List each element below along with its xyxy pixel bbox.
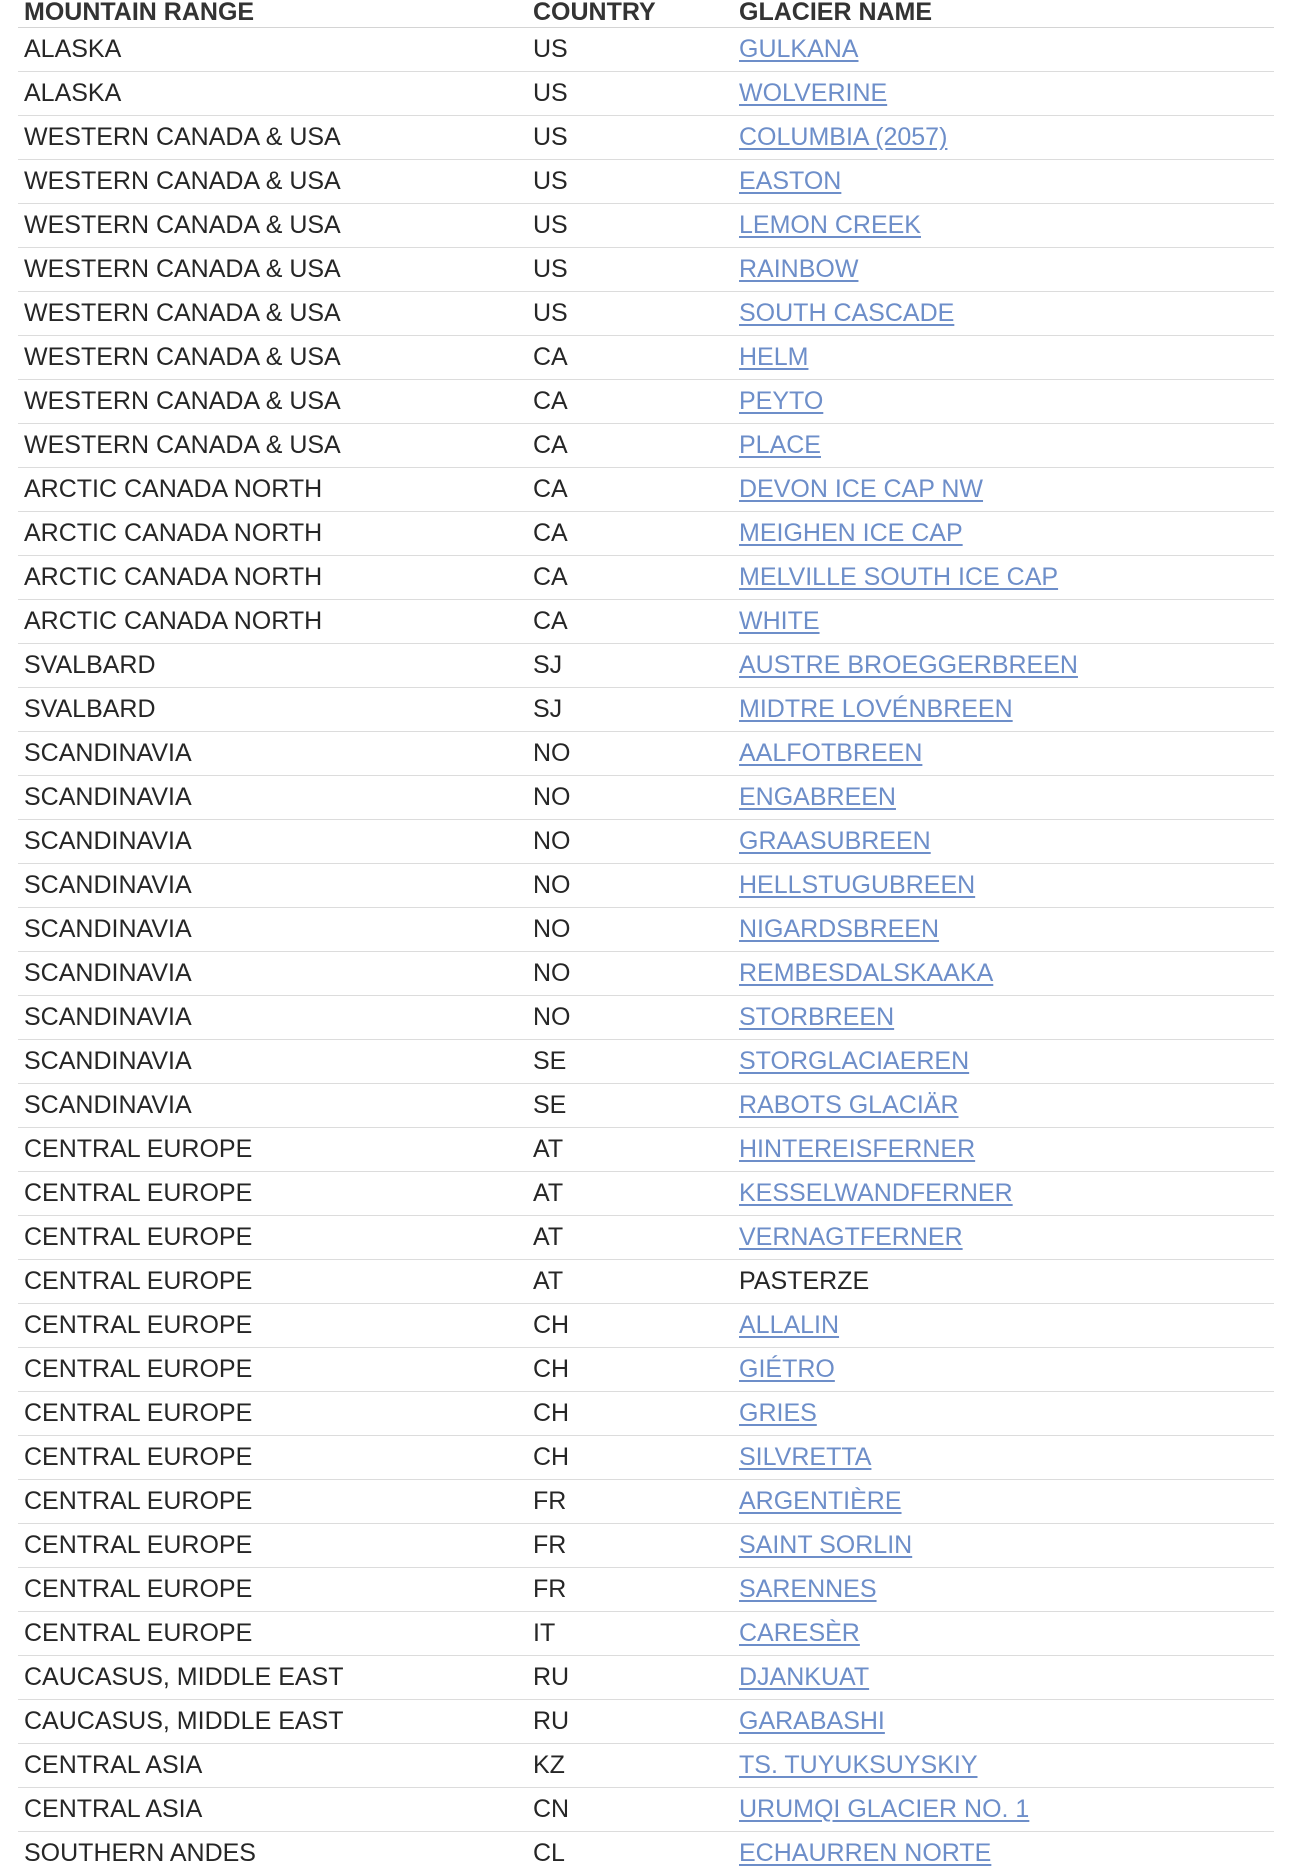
glacier-name-cell bbox=[733, 336, 1274, 380]
table-row bbox=[18, 72, 1274, 116]
mountain-range-cell: ARCTIC CANADA NORTH bbox=[18, 468, 527, 512]
mountain-range-cell: CENTRAL ASIA bbox=[18, 1744, 527, 1788]
table-row bbox=[18, 688, 1274, 732]
mountain-range-cell: WESTERN CANADA & USA bbox=[18, 424, 527, 468]
country-cell: CA bbox=[527, 600, 733, 644]
glacier-link[interactable]: DEVON ICE CAP NW bbox=[739, 475, 984, 503]
glacier-name-cell bbox=[733, 72, 1274, 116]
mountain-range-cell: CENTRAL EUROPE bbox=[18, 1392, 527, 1436]
mountain-range-cell: CENTRAL EUROPE bbox=[18, 1480, 527, 1524]
mountain-range-cell: SCANDINAVIA bbox=[18, 952, 527, 996]
country-cell: US bbox=[527, 248, 733, 292]
country-cell: CN bbox=[527, 1788, 733, 1832]
table-row bbox=[18, 1788, 1274, 1832]
mountain-range-cell: CENTRAL EUROPE bbox=[18, 1216, 527, 1260]
table-row bbox=[18, 820, 1274, 864]
glacier-link[interactable]: HINTEREISFERNER bbox=[739, 1135, 976, 1163]
table-row bbox=[18, 600, 1274, 644]
glacier-name-cell bbox=[733, 1568, 1274, 1612]
glacier-name-cell bbox=[733, 116, 1274, 160]
country-cell: CA bbox=[527, 468, 733, 512]
glacier-link[interactable]: GARABASHI bbox=[739, 1707, 885, 1735]
glacier-name-cell bbox=[733, 380, 1274, 424]
country-cell: CA bbox=[527, 556, 733, 600]
table-row bbox=[18, 1172, 1274, 1216]
glacier-name-cell bbox=[733, 1612, 1274, 1656]
table-row bbox=[18, 1084, 1274, 1128]
glacier-link[interactable]: SARENNES bbox=[739, 1575, 877, 1603]
glacier-link[interactable]: HELM bbox=[739, 343, 809, 371]
table-row bbox=[18, 468, 1274, 512]
country-cell: SE bbox=[527, 1084, 733, 1128]
table-row bbox=[18, 1700, 1274, 1744]
mountain-range-cell: SOUTHERN ANDES bbox=[18, 1832, 527, 1874]
table-row bbox=[18, 248, 1274, 292]
glacier-name-cell bbox=[733, 1788, 1274, 1832]
country-cell: SJ bbox=[527, 644, 733, 688]
glacier-link[interactable]: HELLSTUGUBREEN bbox=[739, 871, 976, 899]
table-header-row bbox=[18, 0, 1274, 28]
table-row bbox=[18, 1656, 1274, 1700]
glacier-name-cell bbox=[733, 1832, 1274, 1874]
mountain-range-cell: WESTERN CANADA & USA bbox=[18, 160, 527, 204]
glacier-name-cell bbox=[733, 864, 1274, 908]
glacier-link[interactable]: VERNAGTFERNER bbox=[739, 1223, 963, 1251]
mountain-range-cell: CENTRAL ASIA bbox=[18, 1788, 527, 1832]
country-cell: US bbox=[527, 116, 733, 160]
table-row bbox=[18, 292, 1274, 336]
table-row bbox=[18, 512, 1274, 556]
glacier-link[interactable]: ENGABREEN bbox=[739, 783, 896, 811]
table-row bbox=[18, 1480, 1274, 1524]
glacier-name-cell bbox=[733, 1436, 1274, 1480]
mountain-range-cell: SCANDINAVIA bbox=[18, 776, 527, 820]
country-cell: CH bbox=[527, 1348, 733, 1392]
glacier-name-cell bbox=[733, 1216, 1274, 1260]
glacier-name-cell bbox=[733, 1084, 1274, 1128]
mountain-range-cell: ARCTIC CANADA NORTH bbox=[18, 556, 527, 600]
glacier-link[interactable]: ALLALIN bbox=[739, 1311, 840, 1339]
glacier-link[interactable]: SILVRETTA bbox=[739, 1443, 872, 1471]
glacier-link[interactable]: GULKANA bbox=[739, 35, 859, 63]
glacier-link[interactable]: MEIGHEN ICE CAP bbox=[739, 519, 963, 547]
country-cell: NO bbox=[527, 996, 733, 1040]
glacier-name-cell bbox=[733, 1700, 1274, 1744]
country-cell: CA bbox=[527, 424, 733, 468]
table-row bbox=[18, 1744, 1274, 1788]
country-cell: CH bbox=[527, 1304, 733, 1348]
glacier-name-cell bbox=[733, 512, 1274, 556]
mountain-range-cell: WESTERN CANADA & USA bbox=[18, 204, 527, 248]
column-header-mountain-range: MOUNTAIN RANGE bbox=[18, 0, 527, 28]
country-cell: NO bbox=[527, 952, 733, 996]
glacier-name-cell bbox=[733, 292, 1274, 336]
glacier-name-cell bbox=[733, 600, 1274, 644]
glacier-name-cell bbox=[733, 908, 1274, 952]
table-row bbox=[18, 1392, 1274, 1436]
table-row bbox=[18, 732, 1274, 776]
glacier-name-cell bbox=[733, 424, 1274, 468]
country-cell: US bbox=[527, 292, 733, 336]
glacier-link[interactable]: COLUMBIA (2057) bbox=[739, 123, 948, 151]
table-row bbox=[18, 380, 1274, 424]
mountain-range-cell: SCANDINAVIA bbox=[18, 908, 527, 952]
table-row bbox=[18, 864, 1274, 908]
country-cell: CL bbox=[527, 1832, 733, 1874]
glacier-link[interactable]: STORGLACIAEREN bbox=[739, 1047, 970, 1075]
glacier-name-cell bbox=[733, 1744, 1274, 1788]
glacier-link[interactable]: SAINT SORLIN bbox=[739, 1531, 913, 1559]
country-cell: RU bbox=[527, 1700, 733, 1744]
mountain-range-cell: CENTRAL EUROPE bbox=[18, 1260, 527, 1304]
country-cell: KZ bbox=[527, 1744, 733, 1788]
table-row bbox=[18, 336, 1274, 380]
country-cell: SE bbox=[527, 1040, 733, 1084]
table-row bbox=[18, 1612, 1274, 1656]
table-row bbox=[18, 1348, 1274, 1392]
country-cell: RU bbox=[527, 1656, 733, 1700]
country-cell: NO bbox=[527, 908, 733, 952]
table-row bbox=[18, 908, 1274, 952]
table-row bbox=[18, 1568, 1274, 1612]
country-cell: CA bbox=[527, 512, 733, 556]
mountain-range-cell: CAUCASUS, MIDDLE EAST bbox=[18, 1656, 527, 1700]
country-cell: SJ bbox=[527, 688, 733, 732]
glacier-name-cell bbox=[733, 1260, 1274, 1304]
country-cell: NO bbox=[527, 864, 733, 908]
mountain-range-cell: SCANDINAVIA bbox=[18, 996, 527, 1040]
country-cell: AT bbox=[527, 1128, 733, 1172]
table-row bbox=[18, 1128, 1274, 1172]
mountain-range-cell: SCANDINAVIA bbox=[18, 732, 527, 776]
mountain-range-cell: CENTRAL EUROPE bbox=[18, 1568, 527, 1612]
table-row bbox=[18, 1436, 1274, 1480]
table-row bbox=[18, 1832, 1274, 1874]
glacier-name-cell bbox=[733, 556, 1274, 600]
glacier-table bbox=[18, 0, 1274, 1874]
glacier-link[interactable]: RAINBOW bbox=[739, 255, 859, 283]
glacier-link[interactable]: SOUTH CASCADE bbox=[739, 299, 955, 327]
glacier-link[interactable]: GIÉTRO bbox=[739, 1355, 835, 1383]
table-row bbox=[18, 1040, 1274, 1084]
table-row bbox=[18, 776, 1274, 820]
mountain-range-cell: SVALBARD bbox=[18, 644, 527, 688]
mountain-range-cell: SVALBARD bbox=[18, 688, 527, 732]
glacier-link[interactable]: ARGENTIÈRE bbox=[739, 1487, 902, 1515]
glacier-name-cell bbox=[733, 644, 1274, 688]
glacier-link[interactable]: DJANKUAT bbox=[739, 1663, 870, 1691]
table-row bbox=[18, 556, 1274, 600]
mountain-range-cell: SCANDINAVIA bbox=[18, 820, 527, 864]
mountain-range-cell: ALASKA bbox=[18, 28, 527, 72]
country-cell: US bbox=[527, 28, 733, 72]
mountain-range-cell: CENTRAL EUROPE bbox=[18, 1128, 527, 1172]
glacier-name-cell bbox=[733, 688, 1274, 732]
glacier-name-cell bbox=[733, 1040, 1274, 1084]
glacier-link[interactable]: REMBESDALSKAAKA bbox=[739, 959, 994, 987]
table-row bbox=[18, 1524, 1274, 1568]
country-cell: US bbox=[527, 72, 733, 116]
glacier-name-cell bbox=[733, 996, 1274, 1040]
country-cell: AT bbox=[527, 1260, 733, 1304]
country-cell: NO bbox=[527, 732, 733, 776]
table-row bbox=[18, 160, 1274, 204]
glacier-name-cell bbox=[733, 1524, 1274, 1568]
table-row bbox=[18, 424, 1274, 468]
table-row bbox=[18, 952, 1274, 996]
mountain-range-cell: ALASKA bbox=[18, 72, 527, 116]
glacier-name-cell bbox=[733, 1656, 1274, 1700]
glacier-link[interactable]: WOLVERINE bbox=[739, 79, 888, 107]
glacier-link[interactable]: GRIES bbox=[739, 1399, 817, 1427]
glacier-link[interactable]: STORBREEN bbox=[739, 1003, 895, 1031]
glacier-name-cell bbox=[733, 820, 1274, 864]
table-header bbox=[18, 0, 1274, 28]
country-cell: AT bbox=[527, 1216, 733, 1260]
glacier-name-cell bbox=[733, 160, 1274, 204]
glacier-name-cell bbox=[733, 1392, 1274, 1436]
mountain-range-cell: SCANDINAVIA bbox=[18, 1084, 527, 1128]
mountain-range-cell: CAUCASUS, MIDDLE EAST bbox=[18, 1700, 527, 1744]
glacier-name-cell bbox=[733, 1348, 1274, 1392]
glacier-link[interactable]: EASTON bbox=[739, 167, 842, 195]
mountain-range-cell: SCANDINAVIA bbox=[18, 864, 527, 908]
glacier-name-cell bbox=[733, 248, 1274, 292]
table-row bbox=[18, 1304, 1274, 1348]
glacier-link[interactable]: GRAASUBREEN bbox=[739, 827, 931, 855]
mountain-range-cell: CENTRAL EUROPE bbox=[18, 1524, 527, 1568]
glacier-link[interactable]: MIDTRE LOVÉNBREEN bbox=[739, 695, 1013, 723]
glacier-name-text: PASTERZE bbox=[739, 1267, 870, 1295]
mountain-range-cell: CENTRAL EUROPE bbox=[18, 1304, 527, 1348]
glacier-name-cell bbox=[733, 28, 1274, 72]
glacier-link[interactable]: AUSTRE BROEGGERBREEN bbox=[739, 651, 1078, 679]
glacier-link[interactable]: LEMON CREEK bbox=[739, 211, 921, 239]
country-cell: CA bbox=[527, 336, 733, 380]
glacier-link[interactable]: PEYTO bbox=[739, 387, 824, 415]
glacier-link[interactable]: KESSELWANDFERNER bbox=[739, 1179, 1013, 1207]
column-header-glacier-name: GLACIER NAME bbox=[733, 0, 1274, 28]
glacier-link[interactable]: PLACE bbox=[739, 431, 821, 459]
country-cell: FR bbox=[527, 1524, 733, 1568]
glacier-link[interactable]: MELVILLE SOUTH ICE CAP bbox=[739, 563, 1059, 591]
mountain-range-cell: CENTRAL EUROPE bbox=[18, 1172, 527, 1216]
table-row bbox=[18, 644, 1274, 688]
glacier-link[interactable]: WHITE bbox=[739, 607, 820, 635]
glacier-name-cell bbox=[733, 776, 1274, 820]
glacier-name-cell bbox=[733, 732, 1274, 776]
mountain-range-cell: WESTERN CANADA & USA bbox=[18, 248, 527, 292]
mountain-range-cell: ARCTIC CANADA NORTH bbox=[18, 600, 527, 644]
glacier-link[interactable]: CARESÈR bbox=[739, 1619, 860, 1647]
country-cell: FR bbox=[527, 1480, 733, 1524]
country-cell: FR bbox=[527, 1568, 733, 1612]
country-cell: NO bbox=[527, 776, 733, 820]
glacier-link[interactable]: URUMQI GLACIER NO. 1 bbox=[739, 1795, 1030, 1823]
glacier-link[interactable]: NIGARDSBREEN bbox=[739, 915, 940, 943]
glacier-name-cell bbox=[733, 468, 1274, 512]
table-row bbox=[18, 996, 1274, 1040]
country-cell: CA bbox=[527, 380, 733, 424]
glacier-name-cell bbox=[733, 1480, 1274, 1524]
country-cell: NO bbox=[527, 820, 733, 864]
glacier-name-cell bbox=[733, 952, 1274, 996]
mountain-range-cell: CENTRAL EUROPE bbox=[18, 1612, 527, 1656]
country-cell: IT bbox=[527, 1612, 733, 1656]
table-row bbox=[18, 116, 1274, 160]
mountain-range-cell: WESTERN CANADA & USA bbox=[18, 380, 527, 424]
table-row bbox=[18, 204, 1274, 248]
mountain-range-cell: WESTERN CANADA & USA bbox=[18, 292, 527, 336]
column-header-country: COUNTRY bbox=[527, 0, 733, 28]
country-cell: US bbox=[527, 160, 733, 204]
table-body bbox=[18, 28, 1274, 1874]
mountain-range-cell: WESTERN CANADA & USA bbox=[18, 116, 527, 160]
glacier-name-cell bbox=[733, 1128, 1274, 1172]
mountain-range-cell: WESTERN CANADA & USA bbox=[18, 336, 527, 380]
country-cell: AT bbox=[527, 1172, 733, 1216]
country-cell: CH bbox=[527, 1436, 733, 1480]
glacier-link[interactable]: AALFOTBREEN bbox=[739, 739, 923, 767]
glacier-name-cell bbox=[733, 204, 1274, 248]
glacier-link[interactable]: ECHAURREN NORTE bbox=[739, 1839, 992, 1867]
glacier-name-cell bbox=[733, 1172, 1274, 1216]
mountain-range-cell: SCANDINAVIA bbox=[18, 1040, 527, 1084]
mountain-range-cell: ARCTIC CANADA NORTH bbox=[18, 512, 527, 556]
mountain-range-cell: CENTRAL EUROPE bbox=[18, 1348, 527, 1392]
table-row bbox=[18, 1260, 1274, 1304]
glacier-name-cell bbox=[733, 1304, 1274, 1348]
table-row bbox=[18, 1216, 1274, 1260]
country-cell: US bbox=[527, 204, 733, 248]
glacier-link[interactable]: RABOTS GLACIÄR bbox=[739, 1091, 959, 1119]
mountain-range-cell: CENTRAL EUROPE bbox=[18, 1436, 527, 1480]
country-cell: CH bbox=[527, 1392, 733, 1436]
glacier-link[interactable]: TS. TUYUKSUYSKIY bbox=[739, 1751, 978, 1779]
table-row bbox=[18, 28, 1274, 72]
